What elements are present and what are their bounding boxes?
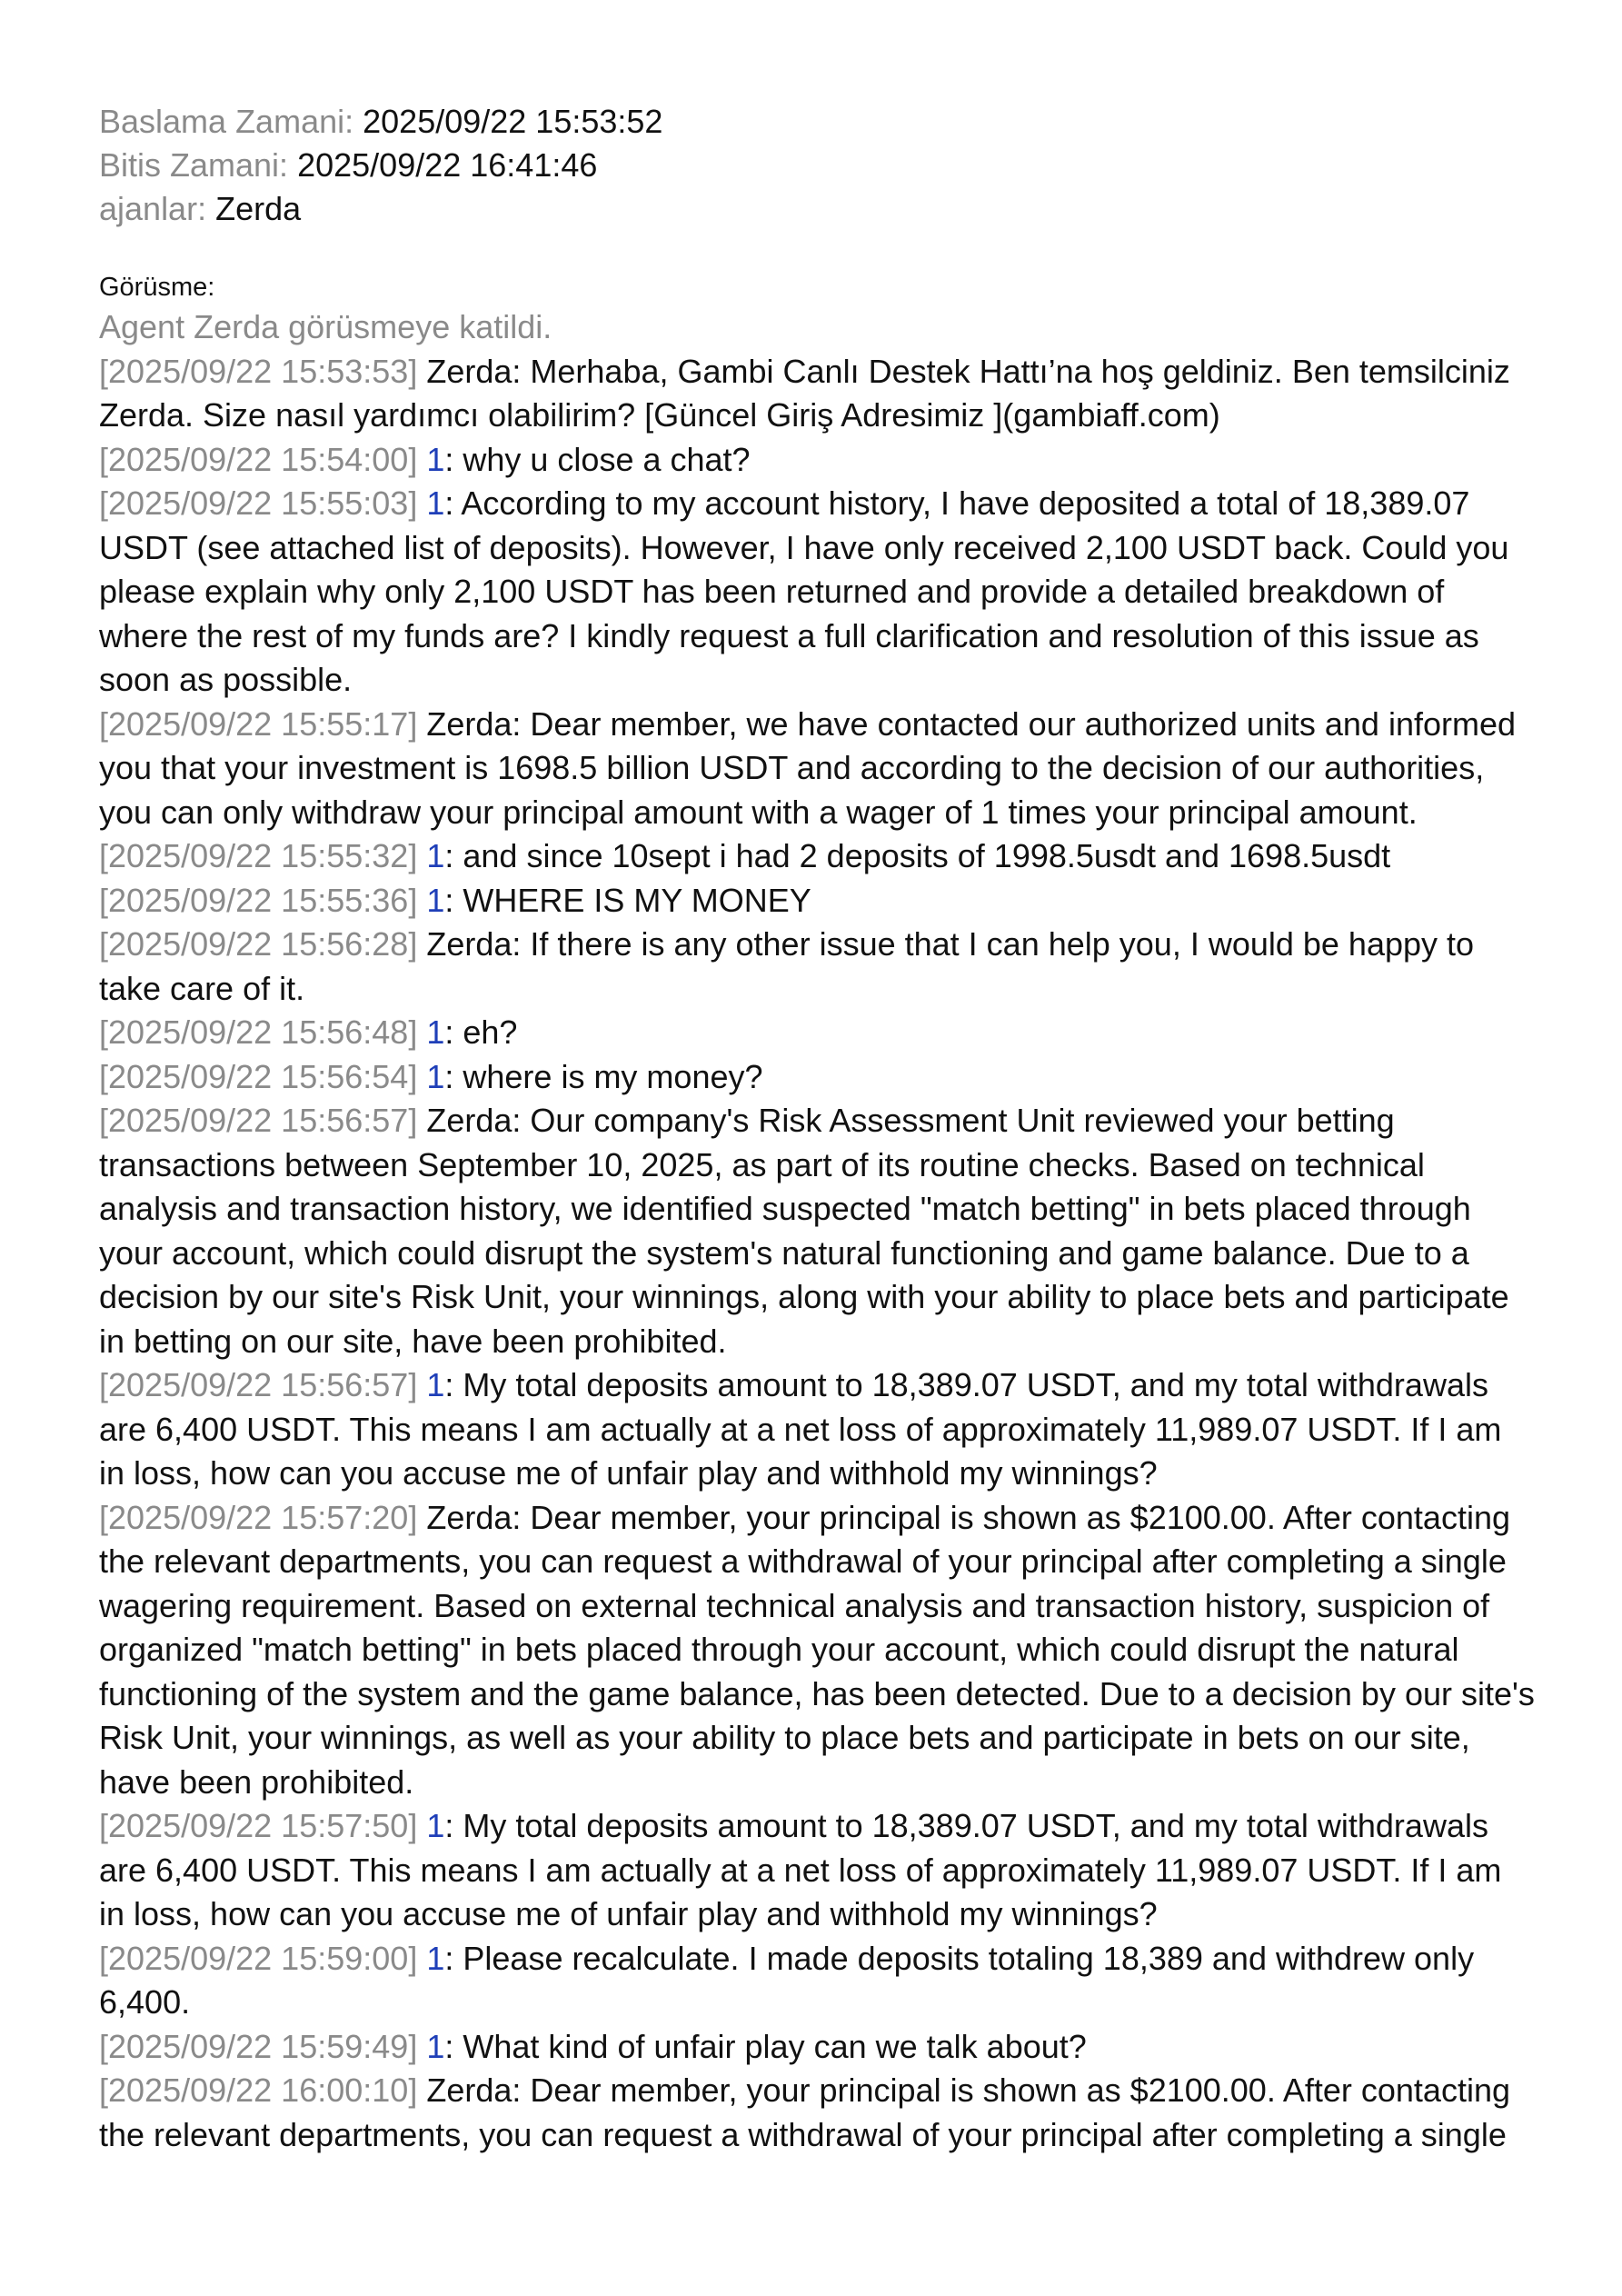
message-sender: 1 — [426, 440, 445, 478]
message-sender: Zerda — [426, 704, 512, 743]
chat-message: [2025/09/22 15:54:00] 1: why u close a chat? — [99, 440, 751, 478]
end-time-value: 2025/09/22 16:41:46 — [297, 146, 598, 184]
message-timestamp: [2025/09/22 15:56:28] — [99, 925, 418, 963]
message-text: Please recalculate. I made deposits totaling 18,389 and withdrew only 6,400. — [99, 1939, 1475, 2021]
message-sender: 1 — [426, 2027, 445, 2065]
chat-message: [2025/09/22 15:55:32] 1: and since 10sept i had 2 deposits of 1998.5usdt and 1698.5usdt — [99, 837, 1391, 874]
message-text: What kind of unfair play can we talk about? — [463, 2027, 1087, 2065]
message-timestamp: [2025/09/22 15:55:03] — [99, 484, 418, 522]
message-text: If there is any other issue that I can help you, I would be happy to take care of it. — [99, 925, 1475, 1007]
chat-message: [2025/09/22 15:55:36] 1: WHERE IS MY MONEY — [99, 881, 811, 919]
message-text: Dear member, your principal is shown as $2100.00. After contacting the relevant departments, you can request a withdrawal of your principal after completing a single wagering requirement. Based on external technical analysis and transaction history, suspicion of organized "match betting" in bets placed through your account, which could disrupt the natural functioning of the system and the game balance, has been detected. Due to a decision by our site's Risk Unit, your winnings, as well as your ability to place bets and participate in bets on our site, have been prohibited. — [99, 1498, 1535, 1801]
agents-line — [99, 187, 1535, 231]
start-time-label: Baslama Zamani: — [99, 103, 354, 140]
message-timestamp: [2025/09/22 15:53:53] — [99, 352, 418, 390]
start-time-line — [99, 100, 1535, 144]
message-sender: 1 — [426, 1939, 445, 1977]
message-list — [99, 350, 1535, 2158]
message-text: WHERE IS MY MONEY — [463, 881, 811, 919]
chat-message: [2025/09/22 15:56:57] Zerda: Our company's Risk Assessment Unit reviewed your betting transactions between September 10, 2025, as part of its routine checks. Based on technical analysis and transaction history, we identified suspected "match betting" in bets placed through your account, which could disrupt the system's natural functioning and game balance. Due to a decision by our site's Risk Unit, your winnings, along with your ability to place bets and participate in betting on our site, have been prohibited. — [99, 1102, 1509, 1360]
message-sender: 1 — [426, 1057, 445, 1095]
message-text: and since 10sept i had 2 deposits of 1998.5usdt and 1698.5usdt — [463, 837, 1391, 874]
chat-message: [2025/09/22 15:59:00] 1: Please recalculate. I made deposits totaling 18,389 and withdrew only 6,400. — [99, 1939, 1475, 2021]
message-timestamp: [2025/09/22 15:56:48] — [99, 1013, 418, 1051]
chat-message: [2025/09/22 15:56:48] 1: eh? — [99, 1013, 518, 1051]
message-timestamp: [2025/09/22 15:57:20] — [99, 1498, 418, 1536]
message-timestamp: [2025/09/22 15:55:36] — [99, 881, 418, 919]
message-text: why u close a chat? — [463, 440, 751, 478]
system-message: Agent Zerda görüsmeye katildi. — [99, 308, 552, 345]
message-text: Our company's Risk Assessment Unit reviewed your betting transactions between September 10, 2025, as part of its routine checks. Based on technical analysis and transaction history, we identified suspected "match betting" in bets placed through your account, which could disrupt the system's natural functioning and game balance. Due to a decision by our site's Risk Unit, your winnings, along with your ability to place bets and participate in betting on our site, have been prohibited. — [99, 1102, 1509, 1360]
message-timestamp: [2025/09/22 15:59:00] — [99, 1939, 418, 1977]
message-sender: 1 — [426, 881, 445, 919]
message-text: where is my money? — [463, 1057, 763, 1095]
message-text: According to my account history, I have deposited a total of 18,389.07 USDT (see attached list of deposits). However, I have only received 2,100 USDT back. Could you please explain why only 2,100 USDT has been returned and provide a detailed breakdown of where the rest of my funds are? I kindly request a full clarification and resolution of this issue as soon as possible. — [99, 484, 1509, 698]
chat-message: [2025/09/22 15:55:17] Zerda: Dear member, we have contacted our authorized units and informed you that your investment is 1698.5 billion USDT and according to the decision of our authorities, you can only withdraw your principal amount with a wager of 1 times your principal amount. — [99, 704, 1517, 831]
chat-message: [2025/09/22 16:00:10] Zerda: Dear member, your principal is shown as $2100.00. After contacting the relevant departments, you can request a withdrawal of your principal after completing a single — [99, 2071, 1510, 2153]
chat-message: [2025/09/22 15:57:50] 1: My total deposits amount to 18,389.07 USDT, and my total withdrawals are 6,400 USDT. This means I am actually at a net loss of approximately 11,989.07 USDT. If I am in loss, how can you accuse me of unfair play and withhold my winnings? — [99, 1807, 1502, 1932]
end-time-label: Bitis Zamani: — [99, 146, 289, 184]
message-text: Dear member, we have contacted our authorized units and informed you that your investment is 1698.5 billion USDT and according to the decision of our authorities, you can only withdraw your principal amount with a wager of 1 times your principal amount. — [99, 704, 1517, 831]
message-sender: Zerda — [426, 2071, 512, 2109]
message-timestamp: [2025/09/22 15:54:00] — [99, 440, 418, 478]
chat-message: [2025/09/22 15:53:53] Zerda: Merhaba, Gambi Canlı Destek Hattı’na hoş geldiniz. Ben temsilciniz Zerda. Size nasıl yardımcı olabilirim? [Güncel Giriş Adresimiz ](gambiaff.com) — [99, 352, 1510, 434]
message-sender: 1 — [426, 484, 445, 522]
message-text: Merhaba, Gambi Canlı Destek Hattı’na hoş geldiniz. Ben temsilciniz Zerda. Size nasıl yardımcı olabilirim? [Güncel Giriş Adresimiz ](gambiaff.com) — [99, 352, 1510, 434]
conversation-title: Görüsme: — [99, 273, 215, 302]
transcript-page — [99, 100, 1535, 2157]
chat-message: [2025/09/22 15:56:57] 1: My total deposits amount to 18,389.07 USDT, and my total withdrawals are 6,400 USDT. This means I am actually at a net loss of approximately 11,989.07 USDT. If I am in loss, how can you accuse me of unfair play and withhold my winnings? — [99, 1366, 1502, 1492]
end-time-line — [99, 144, 1535, 187]
message-sender: Zerda — [426, 1498, 512, 1536]
chat-message: [2025/09/22 15:57:20] Zerda: Dear member, your principal is shown as $2100.00. After contacting the relevant departments, you can request a withdrawal of your principal after completing a single wagering requirement. Based on external technical analysis and transaction history, suspicion of organized "match betting" in bets placed through your account, which could disrupt the natural functioning of the system and the game balance, has been detected. Due to a decision by our site's Risk Unit, your winnings, as well as your ability to place bets and participate in bets on our site, have been prohibited. — [99, 1498, 1535, 1801]
message-timestamp: [2025/09/22 15:55:17] — [99, 704, 418, 743]
chat-message: [2025/09/22 15:59:49] 1: What kind of unfair play can we talk about? — [99, 2027, 1087, 2065]
message-sender: 1 — [426, 1013, 445, 1051]
message-timestamp: [2025/09/22 15:57:50] — [99, 1807, 418, 1844]
message-timestamp: [2025/09/22 16:00:10] — [99, 2071, 418, 2109]
message-text: Dear member, your principal is shown as $2100.00. After contacting the relevant departments, you can request a withdrawal of your principal after completing a single — [99, 2071, 1510, 2153]
message-text: eh? — [463, 1013, 518, 1051]
message-sender: Zerda — [426, 352, 512, 390]
chat-message: [2025/09/22 15:56:54] 1: where is my money? — [99, 1057, 763, 1095]
chat-message: [2025/09/22 15:56:28] Zerda: If there is any other issue that I can help you, I would be happy to take care of it. — [99, 925, 1475, 1007]
message-sender: 1 — [426, 1366, 445, 1403]
chat-message: [2025/09/22 15:55:03] 1: According to my account history, I have deposited a total of 18,389.07 USDT (see attached list of deposits). However, I have only received 2,100 USDT back. Could you please explain why only 2,100 USDT has been returned and provide a detailed breakdown of where the rest of my funds are? I kindly request a full clarification and resolution of this issue as soon as possible. — [99, 484, 1509, 698]
message-timestamp: [2025/09/22 15:59:49] — [99, 2027, 418, 2065]
message-sender: Zerda — [426, 1102, 512, 1139]
message-timestamp: [2025/09/22 15:55:32] — [99, 837, 418, 874]
message-text: My total deposits amount to 18,389.07 USDT, and my total withdrawals are 6,400 USDT. This means I am actually at a net loss of approximately 11,989.07 USDT. If I am in loss, how can you accuse me of unfair play and withhold my winnings? — [99, 1807, 1502, 1932]
message-timestamp: [2025/09/22 15:56:57] — [99, 1102, 418, 1139]
message-text: My total deposits amount to 18,389.07 USDT, and my total withdrawals are 6,400 USDT. This means I am actually at a net loss of approximately 11,989.07 USDT. If I am in loss, how can you accuse me of unfair play and withhold my winnings? — [99, 1366, 1502, 1492]
message-timestamp: [2025/09/22 15:56:54] — [99, 1057, 418, 1095]
message-sender: 1 — [426, 837, 445, 874]
message-sender: 1 — [426, 1807, 445, 1844]
message-sender: Zerda — [426, 925, 512, 963]
agents-value: Zerda — [215, 190, 302, 227]
message-timestamp: [2025/09/22 15:56:57] — [99, 1366, 418, 1403]
agents-label: ajanlar: — [99, 190, 207, 227]
start-time-value: 2025/09/22 15:53:52 — [363, 103, 663, 140]
